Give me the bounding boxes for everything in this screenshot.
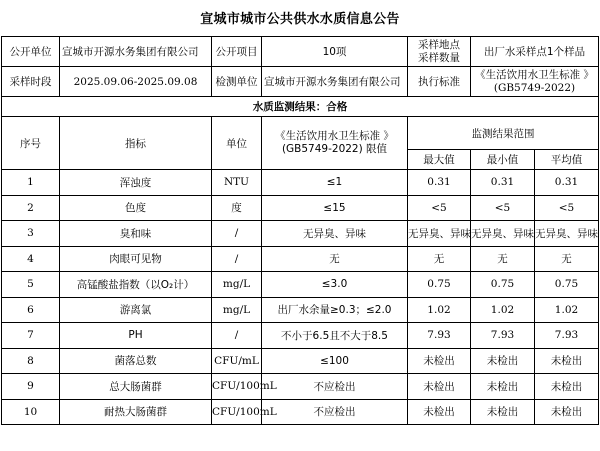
cell-limit: ≤1 [262,170,408,196]
cell-min: 未检出 [471,399,535,425]
cell-unit: CFU/mL [212,348,262,374]
standard-value [471,67,599,97]
cell-avg: 未检出 [535,374,599,400]
cell-min: 1.02 [471,297,535,323]
publisher-value: 宣城市开源水务集团有限公司 [60,37,212,67]
cell-indicator: 臭和味 [60,221,212,247]
result-row [2,97,599,117]
header-min: 最小值 [471,150,535,170]
info-row-publisher [2,37,599,67]
cell-max: 0.31 [408,170,471,196]
table-row [2,399,599,425]
cell-unit: CFU/100mL [212,374,262,400]
cell-no: 6 [2,297,60,323]
standard-label: 执行标准 [408,67,471,97]
table-row [2,374,599,400]
cell-avg: 无 [535,246,599,272]
cell-indicator: 菌落总数 [60,348,212,374]
info-row-time [2,67,599,97]
table-row [2,195,599,221]
cell-indicator: 游离氯 [60,297,212,323]
cell-indicator: 色度 [60,195,212,221]
table-row [2,221,599,247]
header-limit [262,117,408,170]
header-indicator: 指标 [60,117,212,170]
cell-limit: ≤15 [262,195,408,221]
cell-unit: mg/L [212,272,262,298]
cell-no: 10 [2,399,60,425]
cell-no: 8 [2,348,60,374]
table-row [2,246,599,272]
cell-indicator: 浑浊度 [60,170,212,196]
cell-unit: / [212,221,262,247]
cell-avg: 未检出 [535,399,599,425]
table-row [2,170,599,196]
cell-min: 无异臭、异味 [471,221,535,247]
table-row [2,272,599,298]
cell-unit: / [212,323,262,349]
data-rows [2,170,599,425]
cell-max: 1.02 [408,297,471,323]
cell-min: 无 [471,246,535,272]
header-no: 序号 [2,117,60,170]
cell-indicator: PH [60,323,212,349]
cell-limit: 不应检出 [262,399,408,425]
cell-limit: 无异臭、异味 [262,221,408,247]
cell-min: 未检出 [471,374,535,400]
cell-max: 0.75 [408,272,471,298]
cell-min: 0.75 [471,272,535,298]
cell-avg: 0.75 [535,272,599,298]
publisher-label: 公开单位 [2,37,60,67]
header-avg: 平均值 [535,150,599,170]
cell-max: 未检出 [408,374,471,400]
cell-no: 3 [2,221,60,247]
result-title: 水质监测结果：合格 [2,97,599,117]
header-unit: 单位 [212,117,262,170]
site-label [408,37,471,67]
table-row [2,297,599,323]
header-limit-line1: 《生活饮用水卫生标准 》 [275,130,394,142]
header-limit-line2: (GB5749-2022) 限值 [281,143,388,155]
lab-label: 检测单位 [212,67,262,97]
cell-limit: 无 [262,246,408,272]
table-row [2,323,599,349]
cell-limit: ≤3.0 [262,272,408,298]
cell-min: 0.31 [471,170,535,196]
cell-min: 7.93 [471,323,535,349]
cell-indicator: 肉眼可见物 [60,246,212,272]
cell-indicator: 耐热大肠菌群 [60,399,212,425]
header-max: 最大值 [408,150,471,170]
cell-no: 5 [2,272,60,298]
site-label-line1: 采样地点 [418,38,460,51]
cell-no: 9 [2,374,60,400]
cell-unit: 度 [212,195,262,221]
site-label-line2: 采样数量 [418,51,460,64]
time-value: 2025.09.06-2025.09.08 [60,67,212,97]
table-row [2,348,599,374]
cell-avg: <5 [535,195,599,221]
cell-no: 1 [2,170,60,196]
cell-no: 2 [2,195,60,221]
cell-unit: / [212,246,262,272]
cell-unit: NTU [212,170,262,196]
standard-value-line2: (GB5749-2022) [493,81,576,94]
cell-indicator: 高锰酸盐指数（以O₂计） [60,272,212,298]
items-value: 10项 [262,37,408,67]
cell-indicator: 总大肠菌群 [60,374,212,400]
cell-no: 7 [2,323,60,349]
standard-value-line1: 《生活饮用水卫生标准 》 [475,68,594,81]
cell-unit: mg/L [212,297,262,323]
cell-unit: CFU/100mL [212,399,262,425]
water-quality-table [1,36,599,425]
cell-max: 未检出 [408,348,471,374]
cell-limit: 不小于6.5且不大于8.5 [262,323,408,349]
cell-avg: 1.02 [535,297,599,323]
cell-max: 未检出 [408,399,471,425]
table-header-row [2,117,599,150]
cell-min: <5 [471,195,535,221]
cell-max: <5 [408,195,471,221]
cell-avg: 0.31 [535,170,599,196]
cell-limit: ≤100 [262,348,408,374]
cell-limit: 出厂水余量≥0.3；≤2.0 [262,297,408,323]
page-title: 宣城市城市公共供水水质信息公告 [200,12,400,27]
time-label: 采样时段 [2,67,60,97]
cell-avg: 7.93 [535,323,599,349]
site-value: 出厂水采样点1个样品 [471,37,599,67]
cell-max: 无异臭、异味 [408,221,471,247]
cell-limit: 不应检出 [262,374,408,400]
header-range: 监测结果范围 [408,117,599,150]
cell-avg: 未检出 [535,348,599,374]
cell-max: 无 [408,246,471,272]
cell-no: 4 [2,246,60,272]
cell-max: 7.93 [408,323,471,349]
items-label: 公开项目 [212,37,262,67]
cell-min: 未检出 [471,348,535,374]
lab-value: 宣城市开源水务集团有限公司 [262,67,408,97]
cell-avg: 无异臭、异味 [535,221,599,247]
